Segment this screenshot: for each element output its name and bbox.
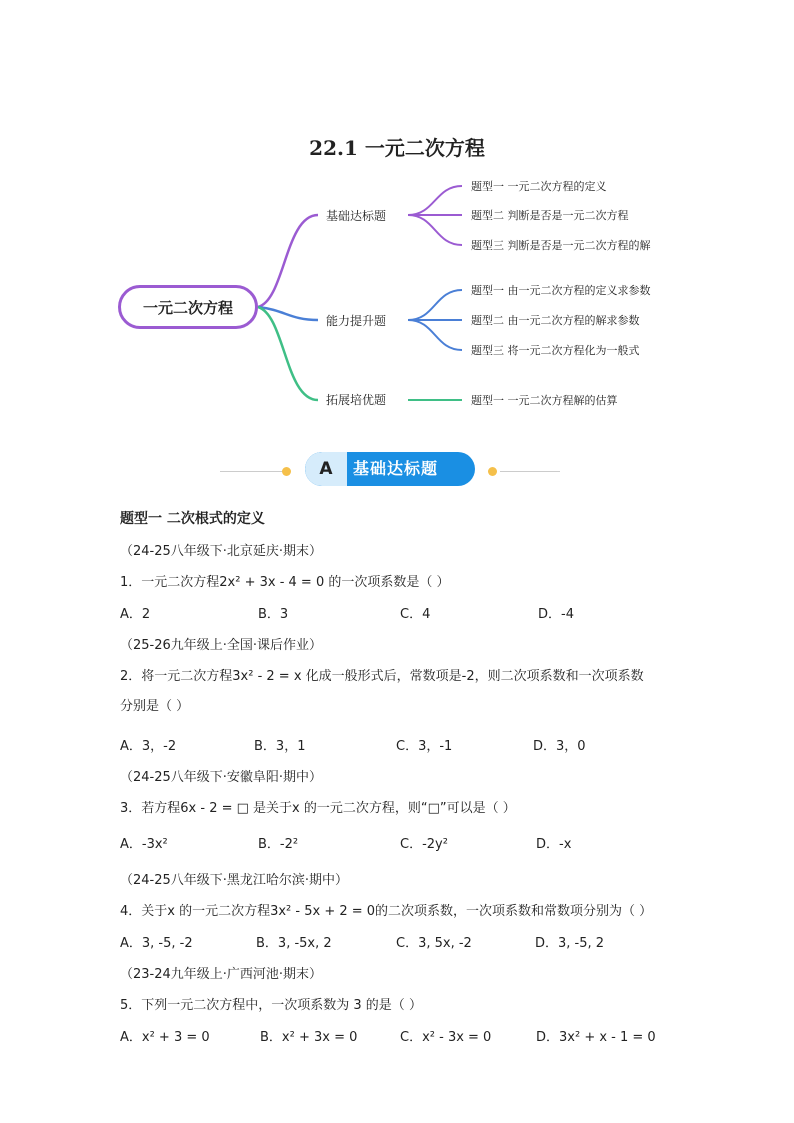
question-3-source: （24-25八年级下·安徽阜阳·期中） <box>120 770 323 785</box>
question-3-option-d: D．-x <box>536 837 572 852</box>
connector-root-branch-3 <box>258 307 318 400</box>
question-3-stem: 3．若方程6x - 2 = □ 是关于x 的一元二次方程，则“□”可以是（ ） <box>120 801 516 816</box>
connector-b1-l3 <box>408 215 462 245</box>
mindmap-leaf-b2-1: 题型一 由一元二次方程的定义求参数 <box>471 284 651 297</box>
question-2-option-b: B．3，1 <box>254 739 306 754</box>
banner-title: 基础达标题 <box>353 459 439 478</box>
question-5-option-b: B．x² + 3x = 0 <box>260 1030 358 1045</box>
question-4-stem: 4．关于x 的一元二次方程3x² - 5x + 2 = 0的二次项系数，一次项系数和常数项分别为（ ） <box>120 904 653 919</box>
question-3-option-a: A．-3x² <box>120 837 168 852</box>
section-heading: 题型一 二次根式的定义 <box>120 511 265 527</box>
question-1-option-a: A．2 <box>120 607 151 622</box>
question-5-option-d: D．3x² + x - 1 = 0 <box>536 1030 656 1045</box>
question-3-option-b: B．-2² <box>258 837 299 852</box>
banner-dot-right <box>488 467 497 476</box>
mindmap-branch-3: 拓展培优题 <box>326 393 387 407</box>
question-5-option-a: A．x² + 3 = 0 <box>120 1030 210 1045</box>
banner-divider-left <box>220 471 290 472</box>
question-1-option-b: B．3 <box>258 607 289 622</box>
mindmap-leaf-b1-3: 题型三 判断是否是一元二次方程的解 <box>471 239 651 252</box>
question-2-option-c: C．3，-1 <box>396 739 453 754</box>
question-4-option-a: A．3, -5, -2 <box>120 936 193 951</box>
page-title: 22.1 一元二次方程 <box>309 136 485 160</box>
mindmap-leaf-b3-1: 题型一 一元二次方程解的估算 <box>471 394 618 407</box>
question-4-option-c: C．3, 5x, -2 <box>396 936 472 951</box>
question-4-source: （24-25八年级下·黑龙江哈尔滨·期中） <box>120 873 349 888</box>
connector-root-branch-1 <box>258 215 318 307</box>
mindmap-leaf-b1-2: 题型二 判断是否是一元二次方程 <box>471 209 629 222</box>
question-2-stem-cont: 分别是（ ） <box>120 699 190 714</box>
question-5-stem: 5．下列一元二次方程中，一次项系数为 3 的是（ ） <box>120 998 422 1013</box>
question-5-source: （23-24九年级上·广西河池·期末） <box>120 967 323 982</box>
mindmap-leaf-b2-2: 题型二 由一元二次方程的解求参数 <box>471 314 640 327</box>
question-5-option-c: C．x² - 3x = 0 <box>400 1030 492 1045</box>
question-1-stem: 1．一元二次方程2x² + 3x - 4 = 0 的一次项系数是（ ） <box>120 575 450 590</box>
question-1-option-c: C．4 <box>400 607 431 622</box>
question-1-option-d: D．-4 <box>538 607 574 622</box>
question-3-option-c: C．-2y² <box>400 837 448 852</box>
mindmap-connectors <box>0 170 794 420</box>
question-4-option-b: B．3, -5x, 2 <box>256 936 332 951</box>
question-2-stem: 2．将一元二次方程3x² - 2 = x 化成一般形式后，常数项是-2，则二次项系数和一次项系数 <box>120 669 644 684</box>
question-2-option-a: A．3，-2 <box>120 739 177 754</box>
question-4-option-d: D．3, -5, 2 <box>535 936 605 951</box>
banner-divider-right <box>500 471 560 472</box>
mindmap-branch-2: 能力提升题 <box>326 314 387 328</box>
mindmap-leaf-b1-1: 题型一 一元二次方程的定义 <box>471 180 607 193</box>
banner-pill <box>305 452 475 486</box>
connector-b2-l3 <box>408 320 462 350</box>
connector-b2-l1 <box>408 290 462 320</box>
question-2-source: （25-26九年级上·全国·课后作业） <box>120 638 323 653</box>
section-banner <box>220 450 560 490</box>
banner-letter: A <box>305 452 347 486</box>
banner-dot-left <box>282 467 291 476</box>
mindmap-leaf-b2-3: 题型三 将一元二次方程化为一般式 <box>471 344 640 357</box>
mindmap-branch-1: 基础达标题 <box>326 209 387 223</box>
connector-b1-l1 <box>408 186 462 215</box>
mindmap-root: 一元二次方程 <box>118 285 258 329</box>
question-1-source: （24-25八年级下·北京延庆·期末） <box>120 544 323 559</box>
question-2-option-d: D．3，0 <box>533 739 586 754</box>
